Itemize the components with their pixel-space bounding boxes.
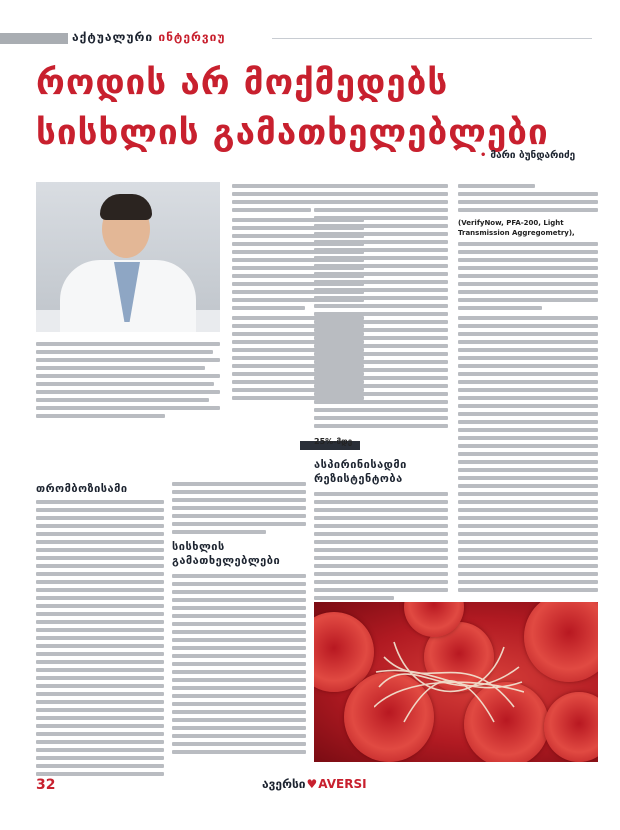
- byline-author: მარი ბუნდარიძე: [490, 150, 576, 161]
- column-3-text-top: [314, 184, 448, 432]
- blood-clot-illustration: [314, 602, 598, 762]
- byline: [480, 150, 575, 161]
- photo-caption: [36, 342, 220, 422]
- bullet-icon: •: [480, 150, 487, 161]
- section-bar-block: [0, 33, 68, 44]
- latin-term-2: Transmission Aggregometry),: [458, 229, 575, 237]
- page-number: 32: [36, 777, 56, 793]
- headline-line-2: სისხლის გამათხელებლები: [36, 113, 549, 153]
- doctor-photo: [36, 182, 220, 332]
- section-divider: [272, 38, 592, 39]
- heading-blood-thinners-line-1: სისხლის: [172, 540, 225, 553]
- headline-line-1: როდის არ მოქმედებს: [36, 63, 449, 103]
- inline-percentage: 25%-მდე: [314, 437, 353, 446]
- latin-term-1: (VerifyNow, PFA-200, Light: [458, 219, 564, 227]
- heading-blood-thinners: [172, 540, 280, 568]
- heading-thrombosis: თრომბოზისამი: [36, 482, 128, 495]
- heart-icon: ♥: [306, 777, 318, 791]
- red-blood-cell: [524, 602, 598, 682]
- heading-aspirin-resistance-line-1: ასპირინისადმი: [314, 458, 407, 471]
- section-label-accent: ინტერვიუ: [158, 30, 226, 44]
- red-blood-cell: [544, 692, 598, 762]
- heading-blood-thinners-line-2: გამათხელებლები: [172, 554, 281, 567]
- logo-text-georgian: ავერსი: [262, 777, 306, 791]
- logo-text-latin: AVERSI: [318, 777, 367, 791]
- section-label: [72, 30, 225, 44]
- column-4-text-mid: [458, 242, 598, 596]
- aversi-logo: [262, 777, 367, 791]
- column-3-text-bottom: [314, 492, 448, 604]
- latin-terms: [458, 218, 575, 238]
- section-label-main: აქტუალური: [72, 30, 154, 44]
- section-header-bar: [0, 30, 620, 47]
- heading-aspirin-resistance-line-2: რეზისტენტობა: [314, 472, 403, 485]
- column-2-text-bottom: [172, 574, 306, 758]
- fibrin-mesh: [374, 637, 524, 727]
- column-1-text: [36, 500, 164, 780]
- heading-aspirin-resistance: [314, 458, 407, 486]
- column-2-text-mid: [172, 482, 306, 538]
- photo-hair: [100, 194, 152, 220]
- article-headline: [36, 58, 596, 158]
- column-4-text-top: [458, 184, 598, 216]
